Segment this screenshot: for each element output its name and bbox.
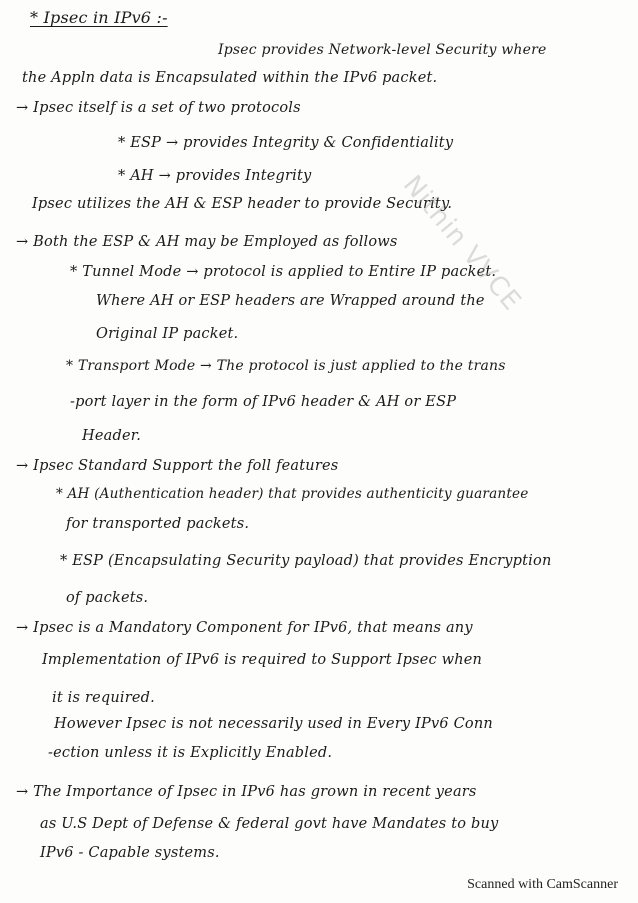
text-line: * Transport Mode → The protocol is just applied to the trans bbox=[66, 358, 506, 374]
text-line: → Both the ESP & AH may be Employed as follows bbox=[16, 234, 398, 250]
text-line: of packets. bbox=[66, 590, 149, 606]
scanner-footer: Scanned with CamScanner bbox=[467, 877, 618, 892]
text-line: Header. bbox=[82, 428, 142, 444]
text-line: * Tunnel Mode → protocol is applied to Entire IP packet. bbox=[70, 264, 497, 280]
watermark: Nithin VVCE bbox=[397, 170, 528, 317]
heading-ipsec-in-ipv6: * Ipsec in IPv6 :- bbox=[30, 8, 168, 27]
text-line: Ipsec provides Network-level Security where bbox=[218, 42, 547, 58]
text-line: Where AH or ESP headers are Wrapped around the bbox=[96, 293, 485, 309]
text-line: the Appln data is Encapsulated within the IPv6 packet. bbox=[22, 70, 438, 86]
text-line: * AH (Authentication header) that provides authenticity guarantee bbox=[56, 486, 529, 502]
text-line: * AH → provides Integrity bbox=[118, 168, 312, 184]
text-line: → Ipsec is a Mandatory Component for IPv6, that means any bbox=[16, 620, 473, 636]
text-line: Original IP packet. bbox=[96, 326, 239, 342]
text-line: → Ipsec itself is a set of two protocols bbox=[16, 100, 301, 116]
text-line: as U.S Dept of Defense & federal govt have Mandates to buy bbox=[40, 816, 499, 832]
text-line: for transported packets. bbox=[66, 516, 250, 532]
text-line: → The Importance of Ipsec in IPv6 has grown in recent years bbox=[16, 784, 477, 800]
text-line: → Ipsec Standard Support the foll features bbox=[16, 458, 339, 474]
text-line: Ipsec utilizes the AH & ESP header to provide Security. bbox=[32, 196, 453, 212]
text-line: -ection unless it is Explicitly Enabled. bbox=[48, 745, 333, 761]
text-line: -port layer in the form of IPv6 header & AH or ESP bbox=[70, 394, 457, 410]
text-line: it is required. bbox=[52, 690, 155, 706]
text-line: However Ipsec is not necessarily used in Every IPv6 Conn bbox=[54, 716, 493, 732]
text-line: Implementation of IPv6 is required to Support Ipsec when bbox=[42, 652, 483, 668]
text-line: * ESP → provides Integrity & Confidentiality bbox=[118, 135, 454, 151]
text-line: * ESP (Encapsulating Security payload) that provides Encryption bbox=[60, 553, 552, 569]
text-line: IPv6 - Capable systems. bbox=[40, 845, 220, 861]
